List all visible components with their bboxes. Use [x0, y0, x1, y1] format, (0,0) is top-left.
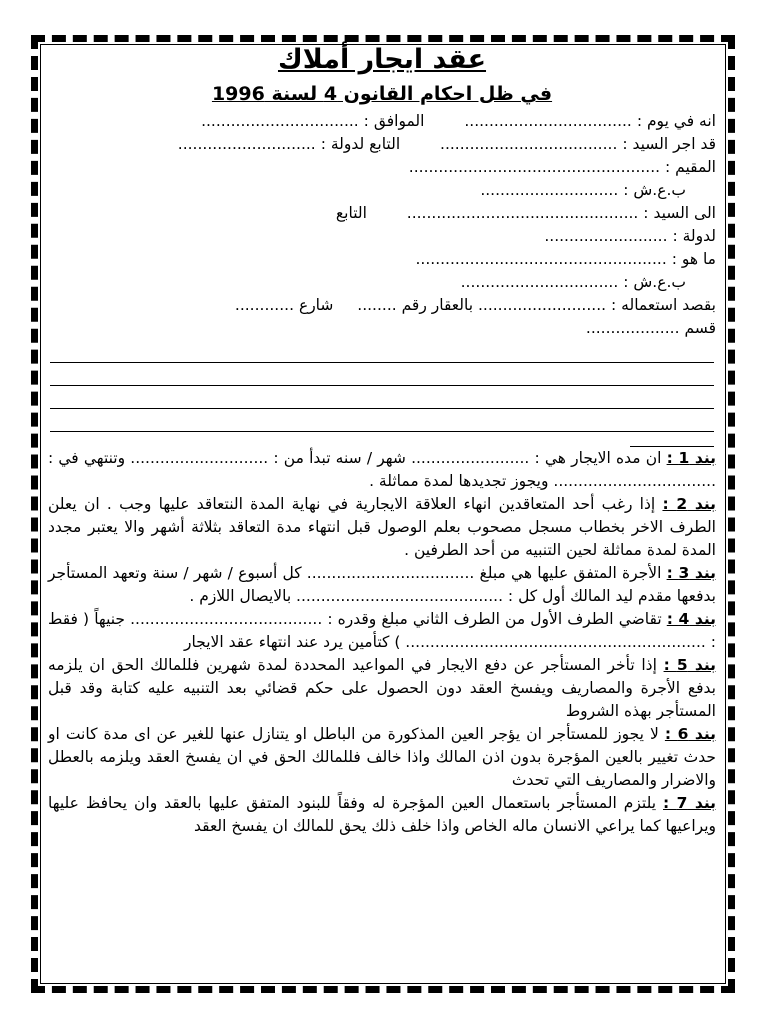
property-number: بالعقار رقم ........ [357, 296, 474, 314]
resident-label: المقيم : [665, 158, 716, 176]
section-line [48, 317, 716, 340]
country-dots: ......................... [544, 227, 668, 245]
what-line [48, 248, 716, 271]
resident-dots: ................................................... [408, 158, 661, 176]
id2-dots: ................................ [460, 273, 619, 291]
nationality-dots: ............................ [177, 135, 316, 153]
purpose-label: بقصد استعماله : [611, 296, 716, 314]
blank-rule-3 [50, 386, 714, 409]
country-label: لدولة : [672, 227, 716, 245]
section-label: قسم ................... [585, 319, 716, 337]
clause-text: لا يجوز للمستأجر ان يؤجر العين المذكورة من الباطل او يتنازل عنها للغير عن اى مدة كانت او حدث تغيير بالعين المؤجرة بدون اذن المالك واذا خالف فللمالك الحق في ان يفسخ العقد ويلزمه بالعطل والاضرار والمصاريف التي تحدث [48, 725, 716, 789]
clause-6 [48, 723, 716, 792]
purpose-dots: .......................... [477, 296, 607, 314]
purpose-line [48, 294, 716, 317]
lessee-line [48, 202, 716, 225]
resident-line [48, 156, 716, 179]
what-label: ما هو : [671, 250, 716, 268]
lessee-label: الى السيد : [643, 204, 716, 222]
corresponding-label: الموافق : [363, 112, 425, 130]
clause-label: بند 4 : [666, 610, 716, 628]
contract-content [48, 40, 716, 838]
clause-text: إذا تأخر المستأجر عن دفع الايجار في المواعيد المحددة لمدة شهرين فللمالك الحق ان يلزمه بدفع الأجرة والمصاريف ويفسخ العقد دون الحصول على حكم قضائي بعد التنبيه عليه كتابة وقد قبل المستأجر بهذه الشروط [48, 656, 716, 720]
clause-text: تقاضي الطرف الأول من الطرف الثاني مبلغ وقدره : ....................................... جنيهاً ( فقط : ............................................................. ) كتأمين يرد عند انتهاء عقد الايجار [48, 610, 716, 651]
lessee-dots: ............................................... [406, 204, 639, 222]
clause-text: يلتزم المستأجر باستعمال العين المؤجرة له وفقاً للبنود المتفق عليها بالعقد وان يحافظ عليها ويراعيها كما يراعي الانسان ماله الخاص واذا خلف ذلك يحق للمالك ان يفسخ العقد [48, 794, 716, 835]
clause-1 [48, 447, 716, 493]
street-label: شارع ............ [234, 296, 334, 314]
id1-dots: ............................ [480, 181, 619, 199]
clause-label: بند 3 : [666, 564, 716, 582]
clause-4 [48, 608, 716, 654]
lessor-dots: .................................... [440, 135, 618, 153]
id2-label: ب.ع.ش : [623, 273, 686, 291]
blank-rule-4 [50, 409, 714, 432]
document-title: عقد ايجار أملاك [277, 44, 487, 75]
clause-text: إذا رغب أحد المتعاقدين انهاء العلاقة الايجارية في نهاية المدة النتعاقد عليها وجب . ان يعلن الطرف الاخر بخطاب مسجل مصحوب بعلم الوصول قبل انتهاء مدة التعاقد بثلاثة أشهر والا يعتبر مجدد المدة لمدة مماثلة لحين التنبيه من أحد الطرفين . [48, 495, 716, 559]
clause-label: بند 1 : [666, 449, 716, 467]
clause-label: بند 2 : [662, 495, 716, 513]
nationality-label: التابع لدولة : [320, 135, 401, 153]
clause-label: بند 5 : [663, 656, 716, 674]
day-label: انه في يوم : [636, 112, 716, 130]
clause-label: بند 7 : [663, 794, 716, 812]
clause-text: ان مده الايجار هي : ........................ شهر / سنه تبدأ من : ............................ وتنتهي في : ................................. ويجوز تجديدها لمدة مماثلة . [48, 449, 716, 490]
id2-line [48, 271, 716, 294]
id1-line [48, 179, 716, 202]
clauses-list [48, 447, 716, 838]
clause-7 [48, 792, 716, 838]
follower-label: التابع [335, 204, 367, 222]
clause-2 [48, 493, 716, 562]
document-subtitle: في ظل احكام القانون 4 لسنة 1996 [211, 83, 553, 105]
blank-rule-2 [50, 363, 714, 386]
clause-text: الأجرة المتفق عليها هي مبلغ .................................. كل أسبوع / شهر / سنة وتعهد المستأجر بدفعها مقدم ليد المالك أول كل : .......................................... بالايصال اللازم . [48, 564, 716, 605]
blank-rule-short [630, 432, 714, 447]
clause-5 [48, 654, 716, 723]
country-line [48, 225, 716, 248]
clause-label: بند 6 : [664, 725, 716, 743]
lessor-label: قد اجر السيد : [622, 135, 716, 153]
clause-3 [48, 562, 716, 608]
id1-label: ب.ع.ش : [623, 181, 686, 199]
lessor-line [48, 133, 716, 156]
day-dots: .................................. [464, 112, 632, 130]
blank-rule-1 [50, 340, 714, 363]
what-dots: ................................................... [415, 250, 667, 268]
corresponding-dots: ................................ [201, 112, 359, 130]
day-line [48, 110, 716, 133]
